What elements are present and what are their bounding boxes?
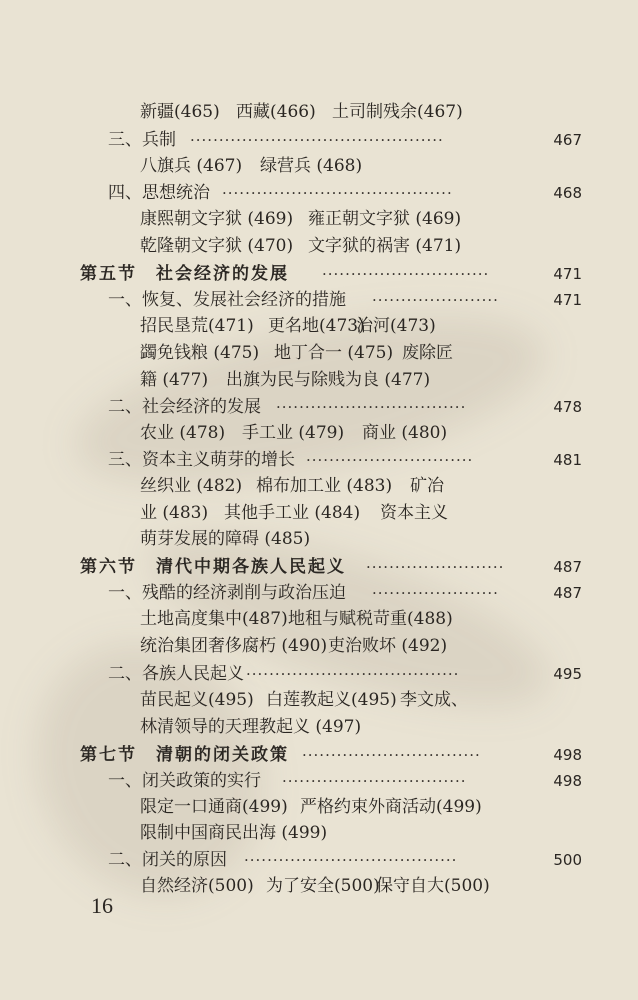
toc-row <box>0 685 638 715</box>
toc-heading: 二、闭关的原因 <box>108 850 227 870</box>
toc-entry: 业 (483) <box>140 503 209 523</box>
toc-heading: 一、闭关政策的实行 <box>108 771 261 791</box>
toc-page: 487 <box>553 558 582 576</box>
toc-entry: 康熙朝文字狱 (469) <box>140 209 294 229</box>
toc-page: 468 <box>553 184 582 202</box>
toc-entry: 萌芽发展的障碍 (485) <box>140 529 311 549</box>
toc-entry: 雍正朝文字狱 (469) <box>308 209 462 229</box>
toc-row <box>0 631 638 661</box>
toc-entry: 吏治败坏 (492) <box>328 636 448 656</box>
toc-entry: 为了安全(500) <box>266 876 380 896</box>
toc-row <box>0 311 638 341</box>
toc-entry: 更名地(473) <box>268 316 365 336</box>
toc-heading: 三、资本主义萌芽的增长 <box>108 450 295 470</box>
page-number: 16 <box>91 893 113 918</box>
toc-row <box>0 338 638 368</box>
toc-entry: 严格约束外商活动(499) <box>300 797 482 817</box>
toc-entry: 籍 (477) <box>140 370 209 390</box>
toc-row: 二、社会经济的发展 ································· 478 <box>0 392 638 422</box>
toc-row <box>0 231 638 261</box>
toc-entry: 废除匠 <box>402 343 453 363</box>
toc-entry: 绿营兵 (468) <box>260 156 363 176</box>
toc-row: 第六节 清代中期各族人民起义 ························ 487 <box>0 552 638 582</box>
toc-entry: 其他手工业 (484) <box>224 503 361 523</box>
toc-heading: 一、恢复、发展社会经济的措施 <box>108 290 346 310</box>
toc-entry: 文字狱的祸害 (471) <box>308 236 462 256</box>
section-heading: 第七节 清朝的闭关政策 <box>80 745 289 765</box>
toc-heading: 四、思想统治 <box>108 183 210 203</box>
toc-row: 第七节 清朝的闭关政策 ······························· 498 <box>0 740 638 770</box>
toc-page: 478 <box>553 398 582 416</box>
toc-page: 471 <box>553 265 582 283</box>
toc-entry: 限定一口通商(499) <box>140 797 288 817</box>
toc-heading: 一、残酷的经济剥削与政治压迫 <box>108 583 346 603</box>
section-heading: 第六节 清代中期各族人民起义 <box>80 557 346 577</box>
toc-entry: 丝织业 (482) <box>140 476 243 496</box>
toc-row <box>0 524 638 554</box>
toc-page: 471 <box>553 291 582 309</box>
toc-entry: 治河(473) <box>356 316 436 336</box>
toc-row: 三、资本主义萌芽的增长 ····························· 481 <box>0 445 638 475</box>
toc-entry: 新疆(465) <box>140 102 220 122</box>
toc-page: 495 <box>553 665 582 683</box>
toc-row: 一、残酷的经济剥削与政治压迫 ······················ 487 <box>0 578 638 608</box>
toc-entry: 林清领导的天理教起义 (497) <box>140 717 362 737</box>
toc-row: 一、闭关政策的实行 ································ 498 <box>0 766 638 796</box>
toc-entry: 出旗为民与除贱为良 (477) <box>226 370 431 390</box>
toc-entry: 统治集团奢侈腐朽 (490) <box>140 636 328 656</box>
toc-entry: 手工业 (479) <box>242 423 345 443</box>
toc-entry: 土地高度集中(487) <box>140 609 288 629</box>
toc-entry: 土司制残余(467) <box>332 102 463 122</box>
section-heading: 第五节 社会经济的发展 <box>80 264 289 284</box>
toc-entry: 自然经济(500) <box>140 876 254 896</box>
toc-entry: 白莲教起义(495) <box>266 690 397 710</box>
toc-entry: 蠲免钱粮 (475) <box>140 343 260 363</box>
toc-entry: 矿冶 <box>410 476 444 496</box>
toc-row <box>0 204 638 234</box>
toc-heading: 三、兵制 <box>108 130 176 150</box>
toc-heading: 二、各族人民起义 <box>108 664 244 684</box>
toc-page: 498 <box>553 772 582 790</box>
toc-entry: 地丁合一 (475) <box>274 343 394 363</box>
toc-heading: 二、社会经济的发展 <box>108 397 261 417</box>
toc-entry: 保守自大(500) <box>376 876 490 896</box>
toc-entry: 招民垦荒(471) <box>140 316 254 336</box>
toc-entry: 西藏(466) <box>236 102 316 122</box>
toc-row <box>0 712 638 742</box>
toc-entry: 限制中国商民出海 (499) <box>140 823 328 843</box>
toc-row <box>0 604 638 634</box>
toc-row: 四、思想统治 ········································ 468 <box>0 178 638 208</box>
toc-entry: 地租与赋税苛重(488) <box>288 609 453 629</box>
toc-row <box>0 365 638 395</box>
toc-page: 481 <box>553 451 582 469</box>
toc-page: 487 <box>553 584 582 602</box>
toc-page: 500 <box>553 851 582 869</box>
toc-entry: 苗民起义(495) <box>140 690 254 710</box>
toc-row: 第五节 社会经济的发展 ····························· 471 <box>0 259 638 289</box>
toc-row: 一、恢复、发展社会经济的措施 ······················ 471 <box>0 285 638 315</box>
toc-entry: 棉布加工业 (483) <box>256 476 393 496</box>
toc-page: 498 <box>553 746 582 764</box>
toc-row: 三、兵制 ············································ 467 <box>0 125 638 155</box>
toc-entry: 农业 (478) <box>140 423 226 443</box>
toc-row: 二、闭关的原因 ····································· 500 <box>0 845 638 875</box>
toc-entry: 李文成、 <box>400 690 468 710</box>
toc-row <box>0 818 638 848</box>
toc-entry: 资本主义 <box>380 503 448 523</box>
toc-row <box>0 418 638 448</box>
toc-row <box>0 151 638 181</box>
toc-row: 二、各族人民起义 ····································· 495 <box>0 659 638 689</box>
toc-entry: 商业 (480) <box>362 423 448 443</box>
toc-entry: 八旗兵 (467) <box>140 156 243 176</box>
toc-page: 467 <box>553 131 582 149</box>
toc-row <box>0 97 638 127</box>
toc-entry: 乾隆朝文字狱 (470) <box>140 236 294 256</box>
toc-row <box>0 471 638 501</box>
